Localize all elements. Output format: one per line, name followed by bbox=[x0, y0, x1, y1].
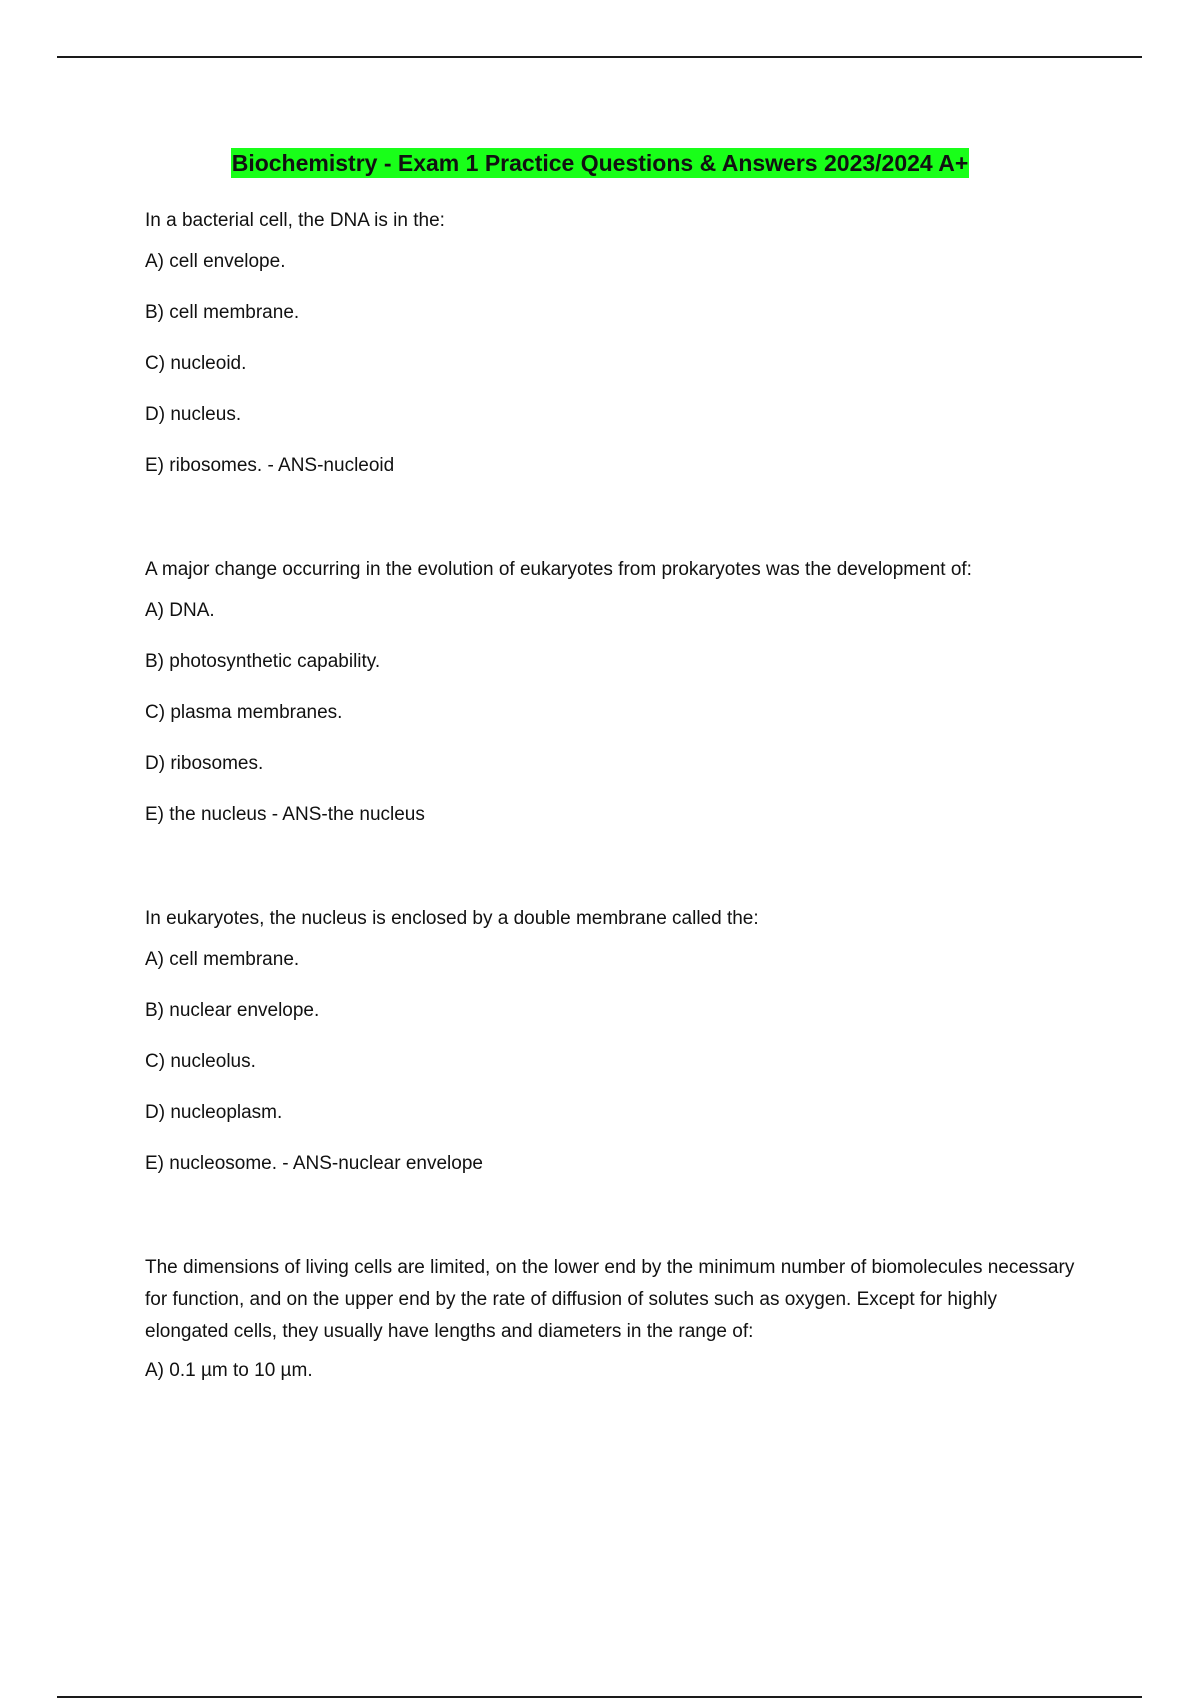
question-block bbox=[145, 1252, 1075, 1384]
answer-option: A) cell envelope. bbox=[145, 251, 286, 272]
answer-option: C) plasma membranes. bbox=[145, 702, 343, 723]
answer-option: B) nuclear envelope. bbox=[145, 1000, 320, 1021]
question-spacer bbox=[145, 1177, 1075, 1252]
answer-option: C) nucleoid. bbox=[145, 353, 247, 374]
question-text: The dimensions of living cells are limited, on the lower end by the minimum number of biomolecules necessary for function, and on the upper end by the rate of diffusion of solutes such as oxygen. Except for highly elongated cells, they usually have lengths and diameters in the range of: bbox=[145, 1257, 1075, 1342]
title-container bbox=[0, 148, 1200, 178]
answer-option: D) nucleus. bbox=[145, 404, 242, 425]
question-text: In eukaryotes, the nucleus is enclosed by a double membrane called the: bbox=[145, 908, 759, 929]
header-rule bbox=[57, 56, 1142, 58]
document-body bbox=[145, 205, 1075, 1384]
answer-option: B) cell membrane. bbox=[145, 302, 300, 323]
question-text: A major change occurring in the evolution of eukaryotes from prokaryotes was the development of: bbox=[145, 559, 972, 580]
answer-option: A) cell membrane. bbox=[145, 949, 300, 970]
answer-option-with-key: E) the nucleus - ANS-the nucleus bbox=[145, 804, 425, 825]
question-block bbox=[145, 205, 1075, 479]
question-spacer bbox=[145, 828, 1075, 903]
footer-rule bbox=[57, 1696, 1142, 1698]
answer-option: D) ribosomes. bbox=[145, 753, 264, 774]
question-block bbox=[145, 903, 1075, 1177]
answer-option: A) 0.1 µm to 10 µm. bbox=[145, 1360, 313, 1381]
question-spacer bbox=[145, 479, 1075, 554]
answer-option-with-key: E) ribosomes. - ANS-nucleoid bbox=[145, 455, 395, 476]
answer-option: A) DNA. bbox=[145, 600, 215, 621]
question-text: In a bacterial cell, the DNA is in the: bbox=[145, 210, 445, 231]
answer-option-with-key: E) nucleosome. - ANS-nuclear envelope bbox=[145, 1153, 483, 1174]
question-block bbox=[145, 554, 1075, 828]
answer-option: D) nucleoplasm. bbox=[145, 1102, 283, 1123]
answer-option: C) nucleolus. bbox=[145, 1051, 256, 1072]
answer-option: B) photosynthetic capability. bbox=[145, 651, 381, 672]
document-title: Biochemistry - Exam 1 Practice Questions & Answers 2023/2024 A+ bbox=[231, 150, 969, 176]
